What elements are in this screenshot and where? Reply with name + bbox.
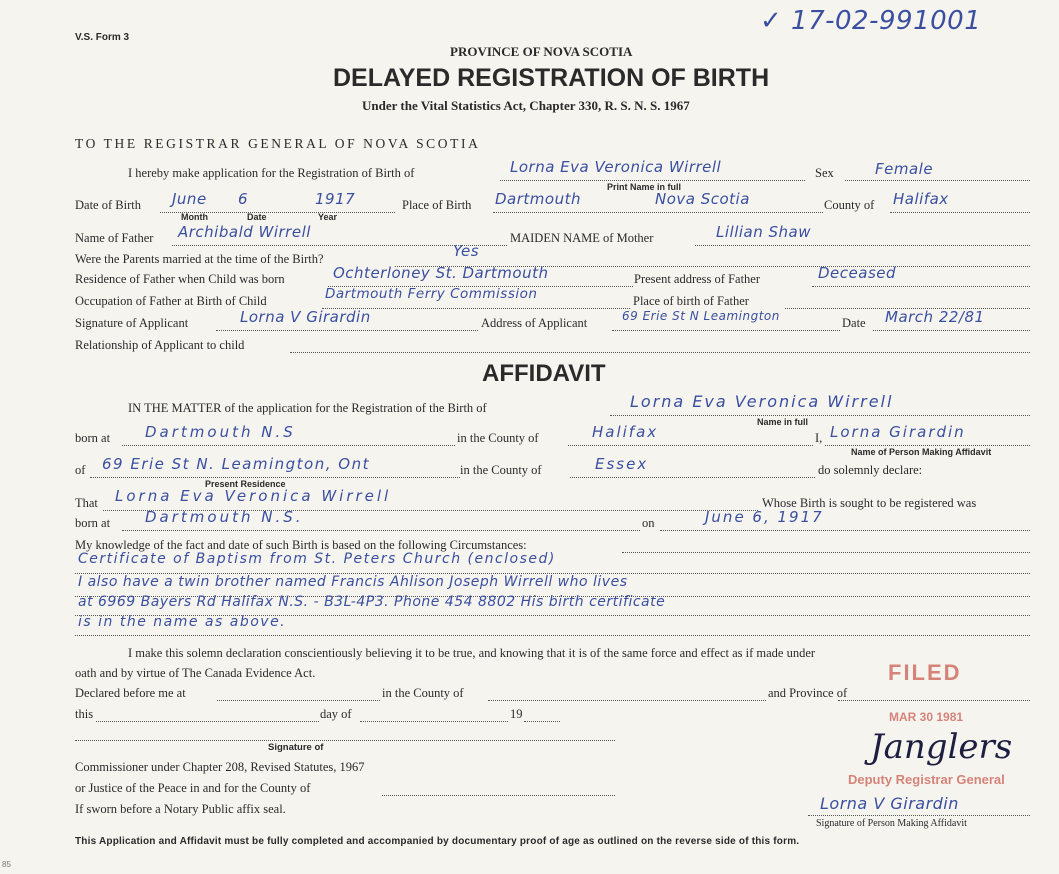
date-value: March 22/81 [885, 308, 985, 326]
married-label: Were the Parents married at the time of the Birth? [75, 252, 324, 266]
of-label: of [75, 463, 86, 477]
form-title: DELAYED REGISTRATION OF BIRTH [333, 64, 770, 92]
affidavit-title: AFFIDAVIT [482, 360, 606, 387]
notary-label: If sworn before a Notary Public affix seal. [75, 802, 286, 816]
reference-number: ✓ 17-02-991001 [760, 6, 982, 36]
registrar-line: TO THE REGISTRAR GENERAL OF NOVA SCOTIA [75, 136, 481, 151]
month-caption: Month [181, 212, 208, 222]
signature-of-label: Signature of [268, 742, 324, 753]
occupation-value: Dartmouth Ferry Commission [325, 286, 538, 302]
sig-affiant-label: Signature of Person Making Affidavit [816, 818, 967, 829]
intro-label: I hereby make application for the Registration of Birth of [128, 166, 415, 180]
province-heading: PROVINCE OF NOVA SCOTIA [450, 44, 633, 59]
pob-label: Place of Birth [402, 198, 472, 212]
on-date-value: June 6, 1917 [705, 508, 824, 526]
that-name-value: Lorna Eva Veronica Wirrell [115, 487, 392, 505]
born-at-value: Dartmouth N.S [145, 423, 296, 441]
name-note: Name in full [757, 417, 809, 427]
declared-label: Declared before me at [75, 686, 186, 700]
circumstance-line-1: Certificate of Baptism from St. Peters Church (enclosed) [78, 551, 556, 567]
affiant-value: Lorna Girardin [830, 423, 966, 441]
occupation-label: Occupation of Father at Birth of Child [75, 294, 267, 308]
form-number: V.S. Form 3 [75, 32, 130, 43]
date-label: Date [842, 316, 866, 330]
father-label: Name of Father [75, 231, 154, 245]
affiant-signature: Lorna V Girardin [820, 794, 959, 813]
county-label-3: in the County of [460, 463, 542, 477]
sex-value: Female [875, 160, 934, 178]
commissioner-label: Commissioner under Chapter 208, Revised Statutes, 1967 [75, 760, 365, 774]
solemn-line-1: I make this solemn declaration conscientiously believing it to be true, and knowing that it is of the same force and effect as if made under [128, 646, 816, 660]
residence-note: Present Residence [205, 479, 286, 489]
footer-note: This Application and Affidavit must be fully completed and accompanied by documentary proof of age as outlined on the reverse side of this form. [75, 836, 800, 847]
margin-note: 85 [2, 860, 11, 869]
county-label: County of [824, 198, 875, 212]
born-at-label: born at [75, 431, 111, 445]
county-label-2: in the County of [457, 431, 539, 445]
nineteen-label: 19 [510, 707, 523, 721]
print-note: Print Name in full [607, 182, 682, 192]
born-at-label-2: born at [75, 516, 111, 530]
county-value: Halifax [893, 190, 949, 208]
registrar-signature: Janglers [870, 727, 1013, 767]
pob-value: Dartmouth [495, 190, 581, 208]
child-name-value: Lorna Eva Veronica Wirrell [510, 158, 722, 176]
circumstance-line-4: is in the name as above. [78, 614, 287, 630]
sex-label: Sex [815, 166, 834, 180]
i-label: I, [815, 431, 823, 445]
county-value-3: Essex [595, 455, 649, 473]
circumstance-line-3: at 6969 Bayers Rd Halifax N.S. - B3L-4P3. Phone 454 8802 His birth certificate [78, 594, 666, 610]
whose-birth-label: Whose Birth is sought to be registered was [762, 496, 977, 510]
that-label: That [75, 496, 98, 510]
circumstance-line-2: I also have a twin brother named Francis Ahlison Joseph Wirrell who lives [78, 574, 628, 590]
province-of-label: and Province of [768, 686, 848, 700]
married-value: Yes [453, 242, 480, 260]
date-caption: Date [247, 212, 267, 222]
matter-label: IN THE MATTER of the application for the Registration of the Birth of [128, 401, 487, 415]
year-caption: Year [318, 212, 338, 222]
affiant-note: Name of Person Making Affidavit [851, 447, 992, 457]
day-of-label: day of [320, 707, 352, 721]
dob-day: 6 [238, 190, 249, 208]
declare-label: do solemnly declare: [818, 463, 923, 477]
pob-province: Nova Scotia [655, 190, 750, 208]
stamp-date: MAR 30 1981 [889, 710, 964, 724]
mother-value: Lillian Shaw [716, 223, 811, 241]
addr-applicant-value: 69 Erie St N Leamington [622, 309, 780, 323]
born-at-value-2: Dartmouth N.S. [145, 508, 304, 526]
affidavit-name: Lorna Eva Veronica Wirrell [630, 392, 894, 411]
this-label: this [75, 707, 94, 721]
dob-year: 1917 [315, 190, 356, 208]
solemn-line-2: oath and by virtue of The Canada Evidence Act. [75, 666, 316, 680]
sig-applicant-value: Lorna V Girardin [240, 308, 371, 326]
county-value-2: Halifax [592, 423, 659, 441]
present-address-label: Present address of Father [634, 272, 761, 286]
dob-month: June [172, 190, 207, 208]
dob-label: Date of Birth [75, 198, 141, 212]
on-label: on [642, 516, 655, 530]
filed-stamp: FILED [888, 660, 962, 685]
sig-applicant-label: Signature of Applicant [75, 316, 189, 330]
father-value: Archibald Wirrell [178, 223, 311, 241]
deputy-registrar-stamp: Deputy Registrar General [848, 772, 1005, 787]
county-label-4: in the County of [382, 686, 464, 700]
form-subtitle: Under the Vital Statistics Act, Chapter 330, R. S. N. S. 1967 [362, 98, 690, 113]
residence-father-value: Ochterloney St. Dartmouth [333, 264, 549, 282]
justice-label: or Justice of the Peace in and for the County of [75, 781, 311, 795]
father-birthplace-label: Place of birth of Father [633, 294, 749, 308]
knowledge-label: My knowledge of the fact and date of such Birth is based on the following Circumstances: [75, 538, 527, 552]
mother-label: MAIDEN NAME of Mother [510, 231, 654, 245]
present-address-value: Deceased [818, 264, 897, 282]
addr-applicant-label: Address of Applicant [481, 316, 588, 330]
relationship-label: Relationship of Applicant to child [75, 338, 245, 352]
residence-father-label: Residence of Father when Child was born [75, 272, 285, 286]
residence-value: 69 Erie St N. Leamington, Ont [102, 455, 370, 473]
